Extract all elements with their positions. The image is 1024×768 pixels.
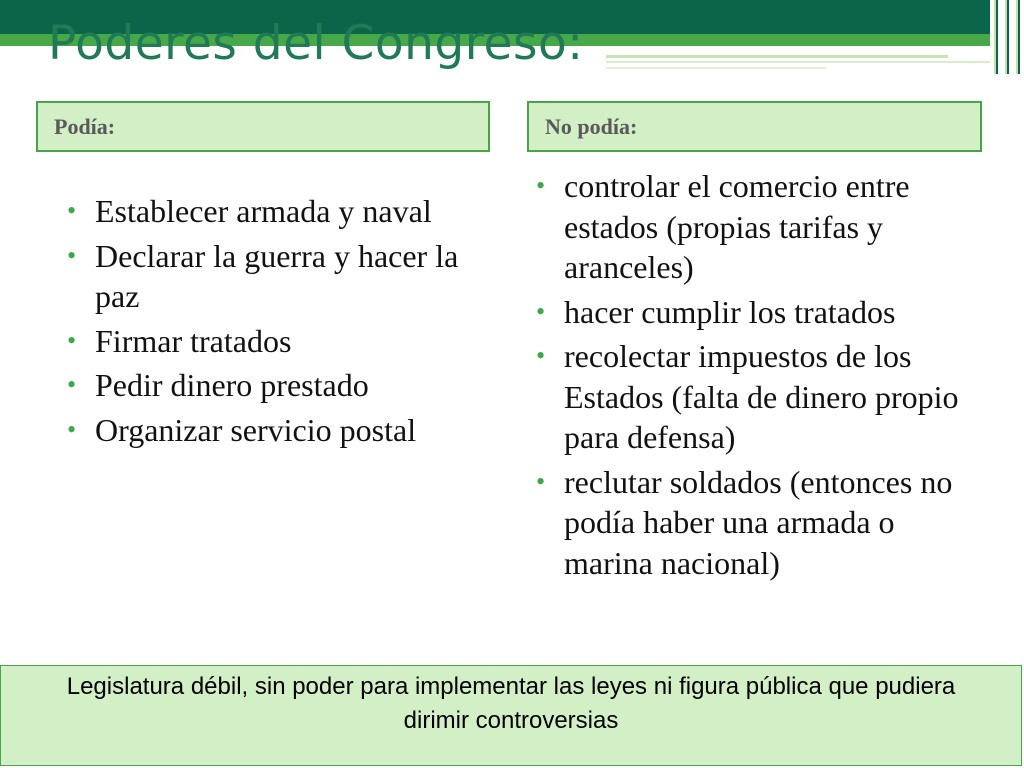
summary-note: Legislatura débil, sin poder para implementar las leyes ni figura pública que pudiera dirimir controversias: [66, 673, 956, 734]
podia-list: [67, 191, 492, 454]
list-item: • Organizar servicio postal: [67, 410, 492, 451]
list-item: • Declarar la guerra y hacer la paz: [67, 236, 492, 317]
list-item: • Establecer armada y naval: [67, 191, 492, 232]
list-item: • controlar el comercio entre estados (propias tarifas y aranceles): [536, 166, 976, 288]
list-item: • Pedir dinero prestado: [67, 365, 492, 406]
list-item: • recolectar impuestos de los Estados (falta de dinero propio para defensa): [536, 336, 976, 458]
decorative-stripes: [990, 0, 1024, 74]
column-header-podia: Podía:: [36, 101, 490, 152]
decorative-line: [606, 61, 996, 63]
list-item: • Firmar tratados: [67, 321, 492, 362]
list-item: • reclutar soldados (entonces no podía haber una armada o marina nacional): [536, 462, 976, 584]
no-podia-list: [536, 166, 976, 587]
decorative-line: [606, 67, 826, 69]
decorative-line: [606, 55, 948, 58]
column-header-no-podia: No podía:: [527, 101, 982, 152]
summary-note-box: [0, 665, 1022, 766]
list-item: • hacer cumplir los tratados: [536, 292, 976, 333]
slide-title: Poderes del Congreso:: [48, 16, 584, 71]
